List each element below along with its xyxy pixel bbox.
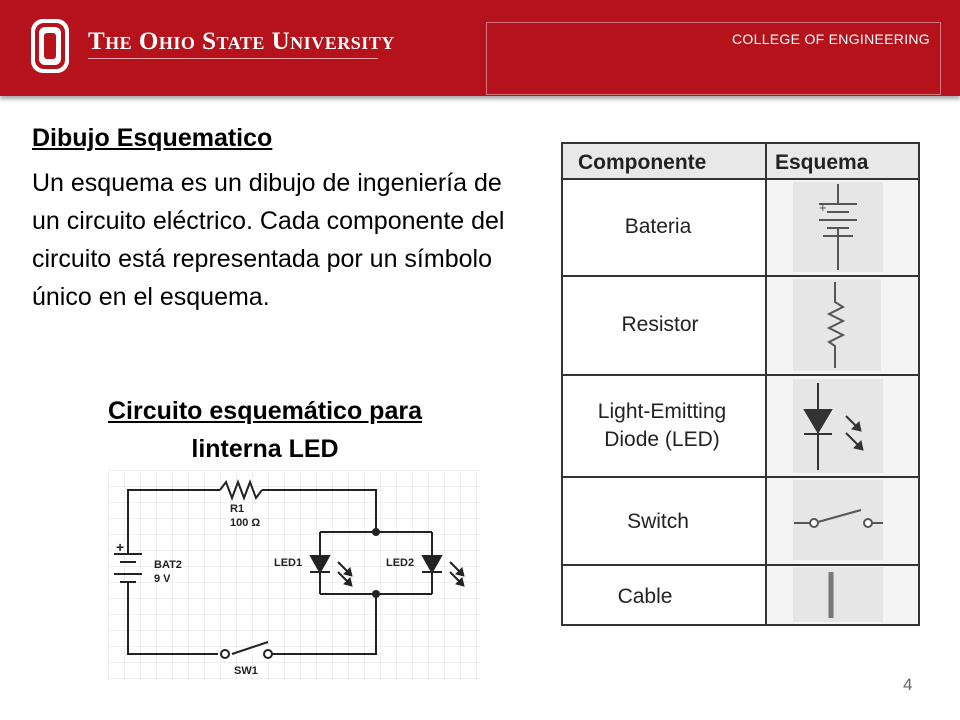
header-band [0,0,960,96]
resistor-value-label: 100 Ω [230,517,261,529]
university-underline [88,58,378,59]
component-table [561,142,920,626]
circuit-subtitle [40,392,490,468]
subtitle-line-1: Circuito esquemático para [108,397,422,425]
slide-title: Dibujo Esquematico [32,124,273,152]
college-box [486,22,941,95]
led2-label: LED2 [386,557,415,569]
led-cell-bg [793,379,883,473]
page-number: 4 [903,675,913,694]
junction-top [372,528,380,536]
block-o-logo-icon [30,18,70,74]
battery-value-label: 9 V [154,573,171,585]
row-label-resistor: Resistor [621,313,699,336]
subtitle-line-2: linterna LED [191,435,339,463]
switch-contact-left [221,650,229,658]
row-label-battery: Bateria [624,215,692,238]
battery-plus-sign: + [116,539,125,555]
table-header-component: Componente [578,151,707,174]
led-circuit-diagram [108,470,480,680]
table-header-schema: Esquema [775,151,869,174]
battery-plus-sign: + [819,200,827,215]
row-label-led-line2: Diode (LED) [604,428,720,451]
led1-label: LED1 [274,557,303,569]
row-label-cable: Cable [617,585,673,608]
description-paragraph: Un esquema es un dibujo de ingeniería de un circuito eléctrico. Cada componente del circuito está representada por un símbolo único en el esquema. [32,169,505,311]
row-label-switch: Switch [627,510,689,533]
college-name: COLLEGE OF ENGINEERING [732,31,930,47]
switch-contact-right [264,650,272,658]
battery-name-label: BAT2 [154,559,182,571]
resistor-name-label: R1 [230,503,245,515]
university-name: The Ohio State University [88,28,395,55]
switch-label: SW1 [234,665,258,677]
cable-cell-bg [793,567,883,622]
junction-bottom [372,590,380,598]
row-label-led-line1: Light-Emitting [597,400,727,423]
